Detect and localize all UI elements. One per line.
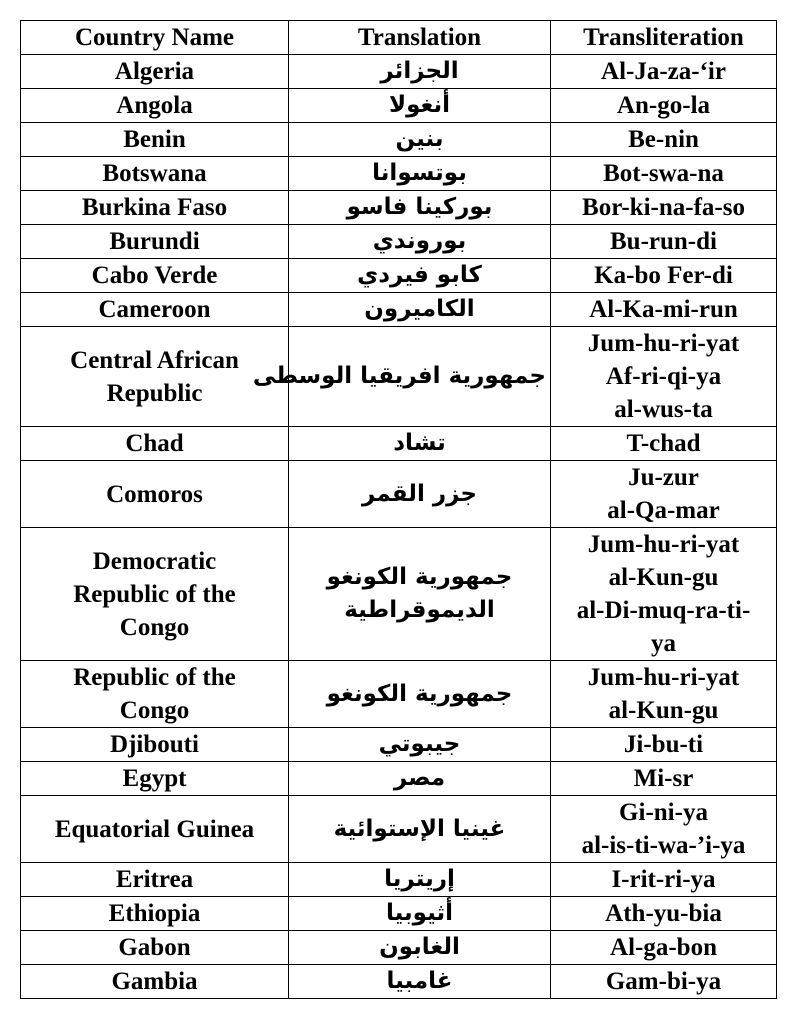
translation-line: بوروندي [372,228,467,254]
table-row [21,55,777,89]
transliteration-line: Ka-bo Fer-di [594,262,733,289]
country-line: Republic of the [73,580,236,608]
country-name-cell [21,965,289,999]
country-line: Comoros [106,480,203,508]
translation-line: إريتريا [384,866,455,892]
translation-line: بوركينا فاسو [346,194,493,220]
transliteration-line: Ju-zur [628,464,699,491]
country-line: Burundi [109,228,200,255]
transliteration-line: An-go-la [616,92,711,119]
transliteration-cell [551,965,777,999]
transliteration-line: Al-Ja-za-‘ir [601,58,726,85]
transliteration-line: Bor-ki-na-fa-so [582,194,745,221]
table-row [21,965,777,999]
translation-line: غينيا الإستوائية [333,815,506,842]
translation-line: الكاميرون [364,296,475,322]
country-line: Cameroon [98,296,211,323]
transliteration-line: al-Kun-gu [608,697,719,724]
table-row [21,89,777,123]
translation-cell [252,327,551,427]
transliteration-line: Ath-yu-bia [605,900,722,927]
country-line: Congo [119,613,190,641]
translation-line: أثيوبيا [386,900,453,926]
table-row [21,123,777,157]
country-name-cell [21,225,289,259]
country-name-cell [21,863,289,897]
transliteration-cell [551,123,777,157]
transliteration-line: Al-ga-bon [610,934,717,961]
translation-cell [289,123,551,157]
transliteration-cell [551,327,777,427]
transliteration-cell [551,293,777,327]
country-line: Congo [119,697,190,724]
country-name-cell [21,528,289,661]
country-name-cell [21,796,289,863]
country-name-cell [21,762,289,796]
translation-cell [289,293,551,327]
transliteration-cell [551,796,777,863]
translation-cell [289,796,551,863]
transliteration-line: al-wus-ta [614,396,713,423]
country-line: Ethiopia [108,900,201,927]
transliteration-cell [551,762,777,796]
translation-cell [289,427,551,461]
country-line: Gambia [111,968,198,995]
transliteration-line: Gam-bi-ya [605,968,722,995]
transliteration-line: al-Qa-mar [607,497,720,524]
table-row [21,191,777,225]
transliteration-cell [551,661,777,728]
transliteration-cell [551,55,777,89]
transliteration-line: Bu-run-di [610,228,717,255]
country-name-cell [21,55,289,89]
transliteration-cell [551,157,777,191]
transliteration-cell [551,461,777,528]
header-country-name: Country Name [21,21,289,55]
table-row [21,427,777,461]
header-transliteration: Transliteration [551,21,777,55]
table-header [21,21,777,55]
country-line: Equatorial Guinea [54,815,255,843]
transliteration-line: Mi-sr [633,765,694,792]
translation-line: الديموقراطية [344,597,495,623]
country-name-cell [21,461,289,528]
country-name-cell [21,191,289,225]
country-name-cell [21,259,289,293]
country-name-cell [21,661,289,728]
table-row [21,897,777,931]
translation-cell [289,897,551,931]
translation-cell [289,762,551,796]
translation-line: تشاد [393,430,446,456]
transliteration-cell [551,931,777,965]
translation-line: جمهورية الكونغو [326,680,513,707]
transliteration-line: ya [651,630,676,657]
country-name-cell [21,293,289,327]
transliteration-line: Gi-ni-ya [619,799,708,826]
country-line: Central African [70,346,239,374]
transliteration-line: T-chad [626,430,701,457]
transliteration-cell [551,528,777,661]
country-line: Cabo Verde [91,262,218,289]
transliteration-line: al-Di-muq-ra-ti- [576,597,751,624]
transliteration-cell [551,225,777,259]
translation-cell [289,225,551,259]
country-translation-table [20,20,777,999]
translation-cell [289,728,551,762]
table-row [21,157,777,191]
country-line: Republic of the [73,664,236,691]
translation-cell [289,55,551,89]
transliteration-line: Af-ri-qi-ya [605,363,722,390]
transliteration-line: I-rit-ri-ya [611,866,716,893]
translation-line: الغابون [379,934,460,960]
table-row [21,661,777,728]
table-row [21,728,777,762]
transliteration-line: Al-Ka-mi-run [589,296,738,323]
translation-line: جيبوتي [378,731,461,757]
translation-line: غامبيا [386,968,453,994]
translation-line: بنين [395,126,444,152]
country-line: Chad [125,430,184,457]
translation-cell [289,89,551,123]
country-name-cell [21,89,289,123]
header-translation: Translation [289,21,551,55]
translation-cell [289,931,551,965]
table-row [21,293,777,327]
translation-line: بوتسوانا [372,160,467,186]
country-line: Algeria [114,58,195,85]
transliteration-cell [551,89,777,123]
country-name-cell [21,427,289,461]
transliteration-line: Jum-hu-ri-yat [587,531,740,558]
transliteration-cell [551,863,777,897]
transliteration-line: Ji-bu-ti [623,731,704,758]
country-name-cell [21,728,289,762]
transliteration-line: Bot-swa-na [603,160,724,187]
translation-line: أنغولا [388,92,451,118]
table-row [21,259,777,293]
translation-cell [289,661,551,728]
translation-cell [289,259,551,293]
country-line: Burkina Faso [81,194,228,221]
country-name-cell [21,327,289,427]
country-line: Republic [106,379,203,407]
translation-cell [289,157,551,191]
translation-line: الجزائر [380,58,459,84]
country-name-cell [21,897,289,931]
table-row [21,528,777,661]
transliteration-line: al-is-ti-wa-’i-ya [581,832,746,859]
translation-line: مصر [393,765,446,791]
translation-cell [289,191,551,225]
translation-line: جمهورية افريقيا الوسطى [252,363,546,389]
translation-line: جمهورية الكونغو [326,564,513,590]
country-line: Angola [116,92,193,119]
transliteration-cell [551,897,777,931]
translation-line: جزر القمر [362,480,477,507]
translation-cell [289,528,551,661]
transliteration-cell [551,728,777,762]
transliteration-line: al-Kun-gu [608,564,719,591]
transliteration-cell [551,191,777,225]
table-row [21,931,777,965]
country-name-cell [21,157,289,191]
translation-cell [289,863,551,897]
country-line: Democratic [92,547,217,575]
table-row [21,225,777,259]
translation-cell [289,965,551,999]
country-line: Gabon [118,934,191,961]
country-line: Eritrea [115,866,194,893]
transliteration-line: Jum-hu-ri-yat [587,330,740,357]
translation-line: كابو فيردي [357,262,482,288]
table-row [21,327,777,427]
country-name-cell [21,931,289,965]
transliteration-cell [551,427,777,461]
transliteration-line: Be-nin [628,126,699,153]
country-line: Egypt [122,765,187,792]
country-line: Benin [123,126,186,153]
translation-cell [289,461,551,528]
transliteration-cell [551,259,777,293]
table-row [21,863,777,897]
country-line: Djibouti [110,731,199,758]
country-line: Botswana [102,160,207,187]
table-body [21,55,777,999]
country-name-cell [21,123,289,157]
table-row [21,796,777,863]
transliteration-line: Jum-hu-ri-yat [587,664,740,691]
table-row [21,762,777,796]
header-row [21,21,777,55]
table-row [21,461,777,528]
